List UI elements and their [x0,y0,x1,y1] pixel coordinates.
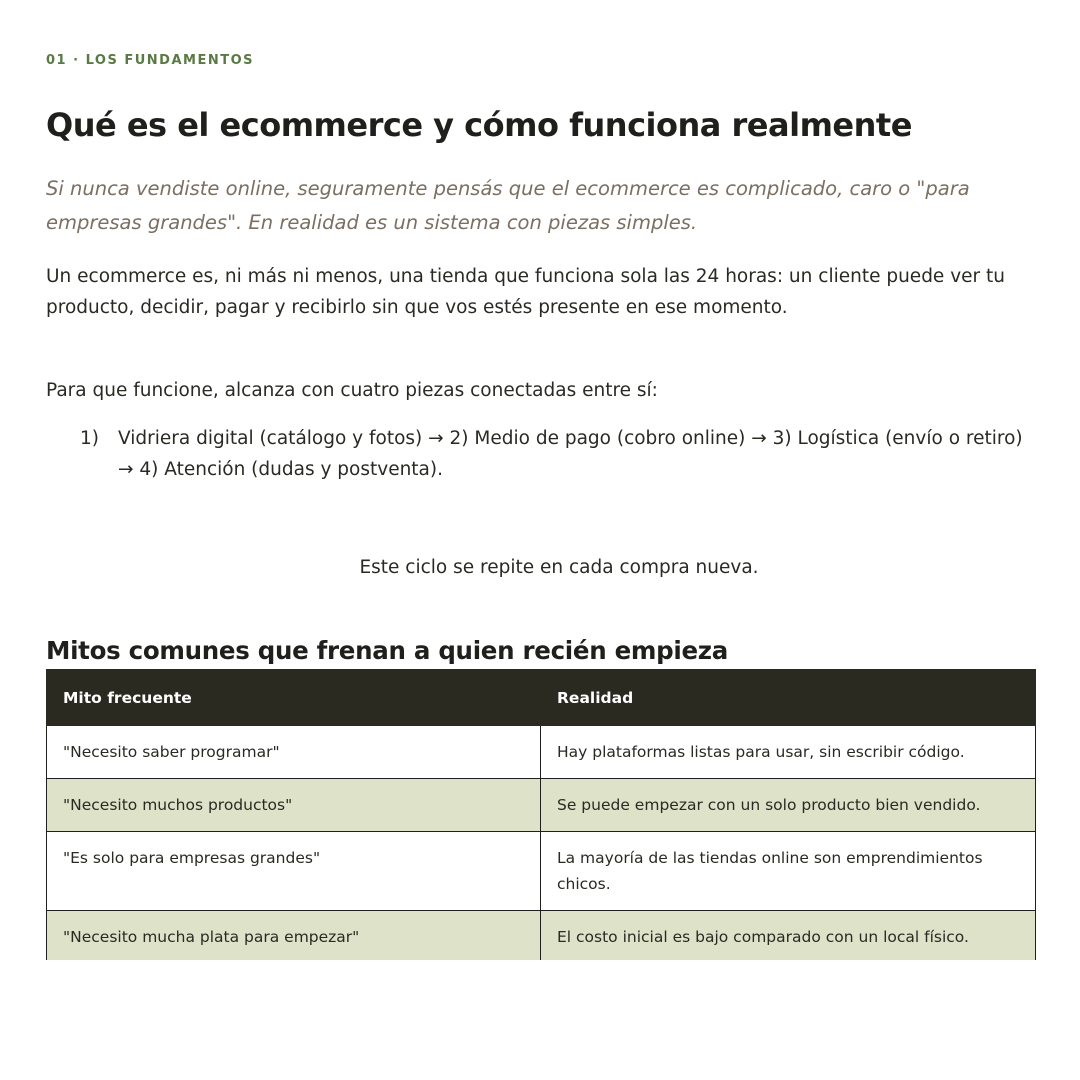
section-eyebrow: 01 · LOS FUNDAMENTOS [46,53,254,68]
reality-cell: Se puede empezar con un solo producto bien vendido. [541,779,1036,832]
step-text: Vidriera digital (catálogo y fotos) → 2) Medio de pago (cobro online) → 3) Logística (envío o retiro) → 4) Atención (dudas y postventa). [118,428,1023,480]
list-item [80,423,1030,485]
table-header-row [47,670,1036,726]
step-number: 1) [80,428,99,449]
myth-cell: "Necesito saber programar" [47,726,541,779]
reality-cell: Hay plataformas listas para usar, sin escribir código. [541,726,1036,779]
myths-heading: Mitos comunes que frenan a quien recién empieza [46,636,728,665]
myths-table [46,669,1036,960]
table-row [47,726,1036,779]
steps-list [80,423,1030,485]
myth-cell: "Es solo para empresas grandes" [47,832,541,911]
page-title: Qué es el ecommerce y cómo funciona realmente [46,106,912,144]
myth-cell: "Necesito mucha plata para empezar" [47,911,541,961]
reality-cell: La mayoría de las tiendas online son emprendimientos chicos. [541,832,1036,911]
column-header-myth: Mito frecuente [47,670,541,726]
intro-paragraph: Un ecommerce es, ni más ni menos, una tienda que funciona sola las 24 horas: un cliente puede ver tu producto, decidir, pagar y recibirlo sin que vos estés presente en ese momento. [46,266,1005,318]
table-row [47,832,1036,911]
pieces-paragraph: Para que funcione, alcanza con cuatro piezas conectadas entre sí: [46,380,658,401]
column-header-reality: Realidad [541,670,1036,726]
table-row [47,911,1036,961]
reality-cell: El costo inicial es bajo comparado con un local físico. [541,911,1036,961]
table-row [47,779,1036,832]
lead-paragraph: Si nunca vendiste online, seguramente pensás que el ecommerce es complicado, caro o "para empresas grandes". En realidad es un sistema con piezas simples. [46,177,970,234]
cycle-note: Este ciclo se repite en cada compra nueva. [359,557,759,578]
myth-cell: "Necesito muchos productos" [47,779,541,832]
